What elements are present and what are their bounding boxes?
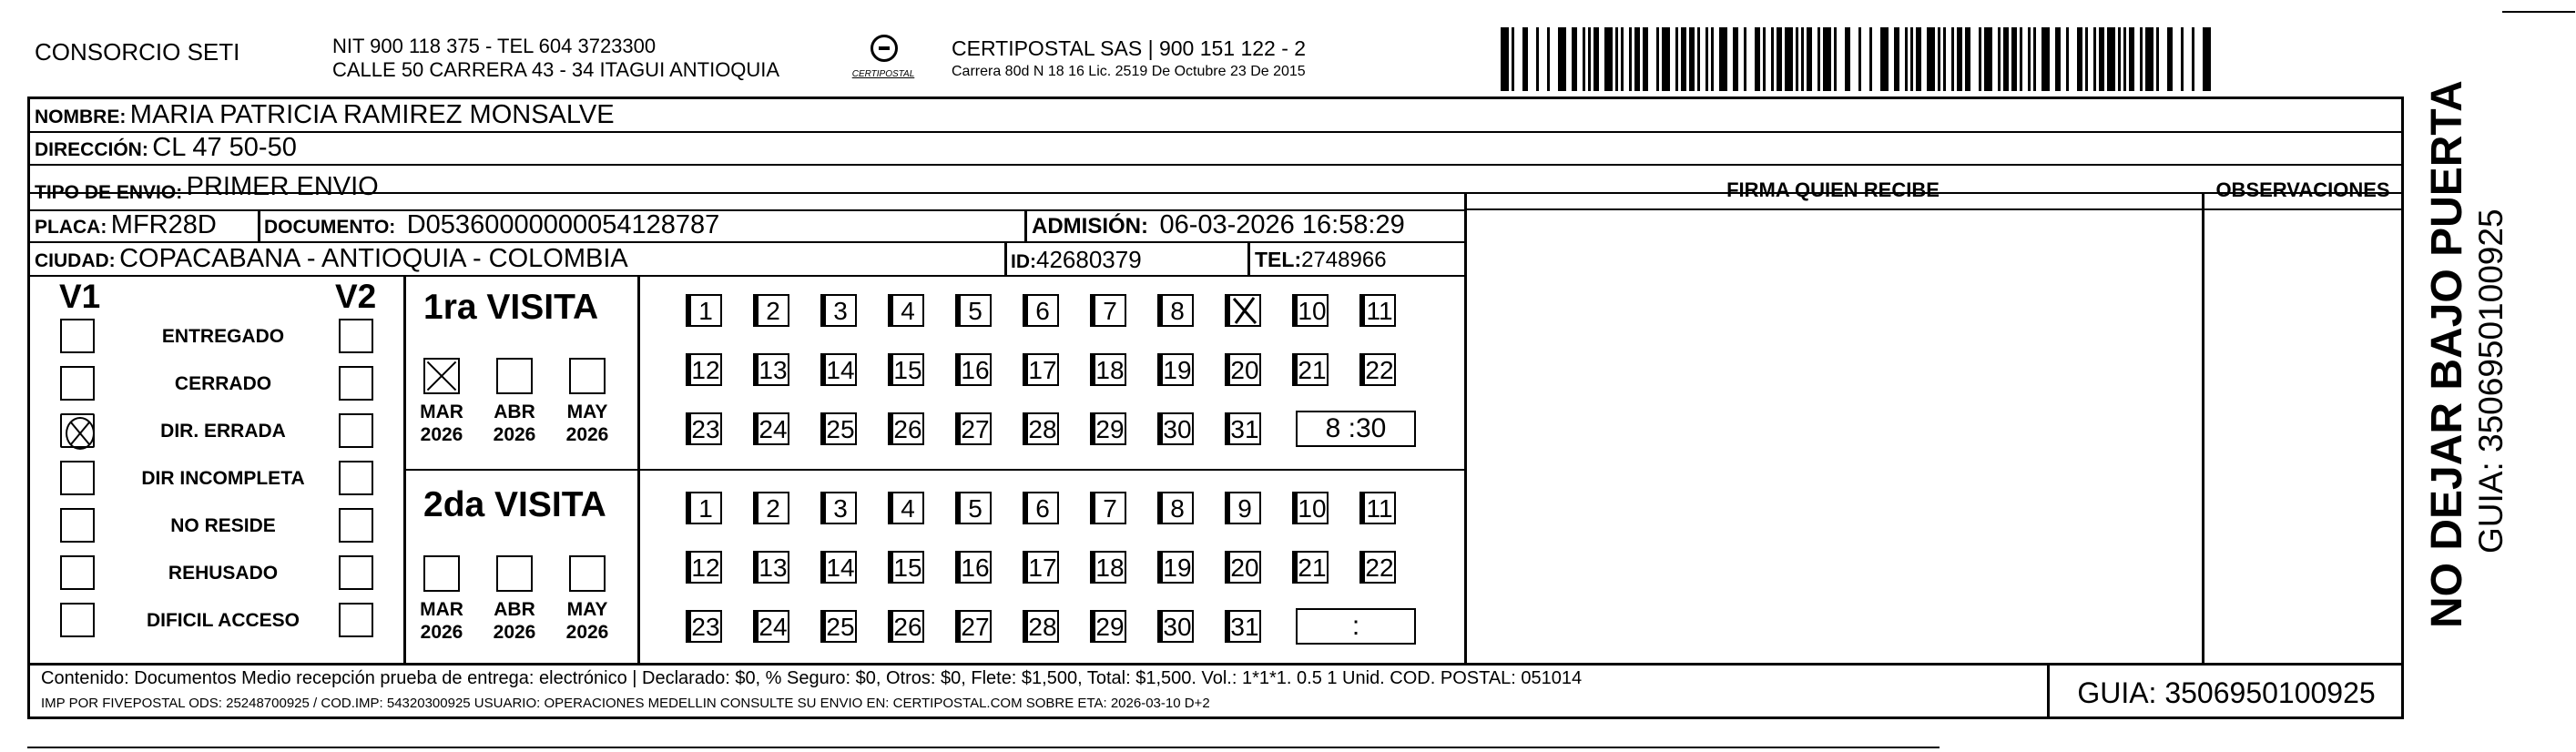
barcode-bar <box>1785 27 1793 91</box>
day-box[interactable]: 12 <box>689 551 722 584</box>
barcode-bar <box>1905 27 1908 91</box>
month-label <box>560 401 615 446</box>
row-line <box>27 241 1466 243</box>
barcode-bar <box>1771 27 1774 91</box>
barcode-bar <box>1711 27 1714 91</box>
barcode-bar <box>2156 27 2159 91</box>
barcode-bar <box>1755 27 1760 91</box>
barcode-bar <box>1558 27 1566 91</box>
barcode-bar <box>1615 27 1618 91</box>
barcode-bar <box>2129 27 2134 91</box>
col-line <box>1004 243 1007 275</box>
barcode-bar <box>1916 27 1921 91</box>
day-box[interactable]: 5 <box>959 294 992 327</box>
direccion-label: DIRECCIÓN: <box>35 139 148 160</box>
barcode-bar <box>1675 27 1678 91</box>
day-box[interactable]: 13 <box>757 353 789 386</box>
barcode-bar <box>2003 27 2009 91</box>
barcode-bar <box>1681 27 1686 91</box>
month-name: MAR <box>420 599 463 620</box>
v2-checkbox[interactable] <box>339 319 373 353</box>
ciudad-label: CIUDAD: <box>35 250 116 271</box>
row-line <box>27 275 1466 277</box>
tipo-envio-value: PRIMER ENVIO <box>186 172 379 201</box>
status-label: DIR INCOMPLETA <box>141 468 305 489</box>
month-label <box>487 401 542 446</box>
carrier-license-line: Carrera 80d N 18 16 Lic. 2519 De Octubre 23 De 2015 <box>952 64 1306 79</box>
barcode-bar <box>1998 27 2001 91</box>
day-box[interactable]: 20 <box>1228 551 1261 584</box>
col-line-firma <box>1464 192 1467 663</box>
day-box[interactable]: 25 <box>824 412 857 445</box>
day-box[interactable]: 25 <box>824 610 857 643</box>
day-box[interactable]: 12 <box>689 353 722 386</box>
edge-line <box>2502 11 2575 13</box>
month-checkbox[interactable] <box>423 358 460 394</box>
v1-label: V1 <box>59 278 101 315</box>
barcode-bar <box>2140 27 2143 91</box>
barcode-bar <box>1536 27 1539 91</box>
logo-text: CERTIPOSTAL <box>851 69 915 79</box>
row-line <box>27 164 2404 166</box>
month-name: MAR <box>420 401 463 422</box>
day-box[interactable]: 28 <box>1026 610 1059 643</box>
day-box[interactable]: 21 <box>1296 551 1329 584</box>
day-box[interactable]: 10 <box>1296 492 1329 524</box>
barcode-bar <box>1817 27 1820 91</box>
day-box[interactable]: 19 <box>1161 353 1194 386</box>
month-year: 2026 <box>493 424 536 445</box>
barcode-bar <box>2145 27 2153 91</box>
placa-value: MFR28D <box>110 210 217 239</box>
day-box[interactable]: 18 <box>1094 551 1126 584</box>
barcode-bar <box>1719 27 1727 91</box>
barcode-bar <box>1943 27 1946 91</box>
day-box[interactable]: 22 <box>1363 353 1396 386</box>
barcode-bar <box>2020 27 2022 91</box>
barcode-bar <box>1951 27 1954 91</box>
v2-checkbox[interactable] <box>339 555 373 590</box>
day-box[interactable]: 7 <box>1094 492 1126 524</box>
day-box[interactable]: 31 <box>1228 610 1261 643</box>
barcode-bar <box>1705 27 1708 91</box>
month-checkbox[interactable] <box>569 358 606 394</box>
time-box[interactable]: : <box>1296 608 1416 645</box>
barcode-bar <box>1965 27 1970 91</box>
barcode-bar <box>2192 27 2194 91</box>
barcode-bar <box>2028 27 2031 91</box>
month-checkbox[interactable] <box>569 555 606 592</box>
company-name: CONSORCIO SETI <box>35 38 240 66</box>
day-box[interactable]: 26 <box>891 610 924 643</box>
day-box[interactable]: 2 <box>757 294 789 327</box>
barcode-bar <box>1733 27 1738 91</box>
barcode-bar <box>1697 27 1700 91</box>
barcode-bar <box>1643 27 1648 91</box>
barcode-bar <box>1845 27 1850 91</box>
barcode-bar <box>2085 27 2088 91</box>
barcode-bar <box>1807 27 1812 91</box>
status-label: CERRADO <box>174 373 272 394</box>
barcode-bar <box>1593 27 1599 91</box>
v1-checkbox[interactable] <box>60 461 95 495</box>
barcode-bar <box>1979 27 1981 91</box>
v2-checkbox[interactable] <box>339 366 373 401</box>
barcode-bar <box>1834 27 1837 91</box>
guia-footer: GUIA: 3506950100925 <box>2077 676 2376 709</box>
v1-checkbox[interactable] <box>60 413 95 448</box>
v1-checkbox[interactable] <box>60 508 95 543</box>
row-line <box>1466 208 2404 210</box>
month-label <box>414 401 469 446</box>
day-box[interactable]: 29 <box>1094 610 1126 643</box>
barcode-bar <box>1984 27 1992 91</box>
day-box[interactable]: 27 <box>959 610 992 643</box>
barcode-bar <box>2167 27 2173 91</box>
visit-title: 2da VISITA <box>423 485 606 524</box>
month-checkbox[interactable] <box>496 555 533 592</box>
frame-left <box>27 97 30 719</box>
v2-checkbox[interactable] <box>339 508 373 543</box>
col-line-obs <box>2202 192 2204 663</box>
day-box[interactable]: 10 <box>1296 294 1329 327</box>
day-box[interactable]: 30 <box>1161 610 1194 643</box>
barcode-bar <box>1927 27 1935 91</box>
frame-right <box>2401 97 2404 719</box>
day-box[interactable]: 11 <box>1363 492 1396 524</box>
barcode-bar <box>1858 27 1861 91</box>
carrier-line: CERTIPOSTAL SAS | 900 151 122 - 2 <box>952 36 1307 60</box>
day-box[interactable]: 3 <box>824 492 857 524</box>
col-line <box>258 211 260 243</box>
cut-line <box>27 747 1940 748</box>
barcode-bar <box>1689 27 1695 91</box>
month-checkbox[interactable] <box>496 358 533 394</box>
logo-icon <box>871 35 898 62</box>
row-line <box>27 131 2404 133</box>
side-warning: NO DEJAR BAJO PUERTA <box>2423 80 2471 628</box>
barcode-bar <box>1634 27 1640 91</box>
time-box[interactable]: 8 :30 <box>1296 411 1416 447</box>
barcode-bar <box>1547 27 1550 91</box>
day-box[interactable]: 15 <box>891 353 924 386</box>
day-box[interactable]: 18 <box>1094 353 1126 386</box>
ciudad-value: COPACABANA - ANTIOQUIA - COLOMBIA <box>119 244 628 273</box>
v2-checkbox[interactable] <box>339 603 373 637</box>
side-guia: GUIA: 3506950100925 <box>2472 208 2510 554</box>
col-line <box>1024 211 1027 243</box>
nombre-value: MARIA PATRICIA RAMIREZ MONSALVE <box>129 100 615 129</box>
day-box[interactable]: 22 <box>1363 551 1396 584</box>
month-year: 2026 <box>493 622 536 643</box>
day-box[interactable]: 27 <box>959 412 992 445</box>
barcode-bar <box>2123 27 2126 91</box>
x-mark-icon <box>1230 296 1259 325</box>
day-box[interactable]: 29 <box>1094 412 1126 445</box>
barcode-bar <box>1656 27 1659 91</box>
day-box[interactable]: 17 <box>1026 353 1059 386</box>
day-box[interactable]: 11 <box>1363 294 1396 327</box>
company-address-line: CALLE 50 CARRERA 43 - 34 ITAGUI ANTIOQUIA <box>332 58 780 81</box>
col-line <box>1247 243 1250 275</box>
day-box[interactable]: 8 <box>1161 492 1194 524</box>
day-box[interactable]: 1 <box>689 294 722 327</box>
barcode-bar <box>2093 27 2096 91</box>
barcode-bar <box>1522 27 1528 91</box>
day-box[interactable]: 31 <box>1228 412 1261 445</box>
month-checkbox[interactable] <box>423 555 460 592</box>
day-box[interactable]: 24 <box>757 412 789 445</box>
visit-title: 1ra VISITA <box>423 288 599 327</box>
month-label <box>414 598 469 644</box>
barcode-bar <box>1588 27 1591 91</box>
barcode-bar <box>2181 27 2184 91</box>
imp-line: IMP POR FIVEPOSTAL ODS: 25248700925 / COD.IMP: 54320300925 USUARIO: OPERACIONES MEDELLIN CONSULTE SU ENVIO EN: CERTIPOSTAL.COM SOBRE ETA: 2026-03-10 D+2 <box>41 696 1210 711</box>
day-box[interactable]: 5 <box>959 492 992 524</box>
day-box[interactable]: 2 <box>757 492 789 524</box>
observaciones-header: OBSERVACIONES <box>2215 178 2390 201</box>
day-box[interactable]: 9 <box>1228 492 1261 524</box>
day-box[interactable]: 20 <box>1228 353 1261 386</box>
v1-checkbox[interactable] <box>60 603 95 637</box>
admision-label: ADMISIÓN: <box>1032 214 1148 239</box>
day-box[interactable]: 26 <box>891 412 924 445</box>
day-box[interactable]: 28 <box>1026 412 1059 445</box>
barcode-bar <box>1910 27 1913 91</box>
x-mark-icon <box>67 419 93 448</box>
day-box[interactable]: 1 <box>689 492 722 524</box>
barcode-bar <box>1501 27 1509 91</box>
tel-label: TEL: <box>1255 248 1302 271</box>
month-year: 2026 <box>565 424 609 445</box>
status-label: NO RESIDE <box>170 515 276 536</box>
day-box[interactable]: 14 <box>824 353 857 386</box>
visit-divider <box>403 469 1465 471</box>
circled-x-mark <box>66 417 95 450</box>
tipo-envio-label: TIPO DE ENVIO: <box>35 182 183 203</box>
month-year: 2026 <box>420 622 463 643</box>
day-box[interactable]: 24 <box>757 610 789 643</box>
barcode-bar <box>2118 27 2121 91</box>
id-value: 42680379 <box>1036 246 1142 273</box>
month-label <box>560 598 615 644</box>
barcode-bar <box>2041 27 2050 91</box>
month-name: ABR <box>494 599 535 620</box>
tel-value: 2748966 <box>1301 248 1387 272</box>
barcode-bar <box>2099 27 2104 91</box>
v1-checkbox[interactable] <box>60 366 95 401</box>
barcode-bar <box>2011 27 2017 91</box>
documento-value: D05360000000054128787 <box>406 210 720 239</box>
barcode-bar <box>1880 27 1889 91</box>
day-box[interactable]: 6 <box>1026 294 1059 327</box>
v1-checkbox[interactable] <box>60 319 95 353</box>
barcode-bar <box>1801 27 1804 91</box>
certipostal-logo <box>840 35 927 98</box>
month-name: MAY <box>566 401 608 422</box>
month-year: 2026 <box>420 424 463 445</box>
barcode-bar <box>2033 27 2036 91</box>
barcode-bar <box>1763 27 1766 91</box>
v2-checkbox[interactable] <box>339 461 373 495</box>
col-line-guia <box>2047 663 2050 717</box>
barcode-bar <box>1938 27 1940 91</box>
day-box[interactable] <box>1228 294 1261 327</box>
v2-checkbox[interactable] <box>339 413 373 448</box>
barcode-bar <box>1796 27 1798 91</box>
month-name: ABR <box>494 401 535 422</box>
day-box[interactable]: 4 <box>891 294 924 327</box>
barcode-bar <box>2107 27 2115 91</box>
month-label <box>487 598 542 644</box>
barcode-bar <box>1777 27 1782 91</box>
frame-top <box>27 97 2404 99</box>
company-nit-line: NIT 900 118 375 - TEL 604 3723300 <box>332 35 657 57</box>
day-box[interactable]: 30 <box>1161 412 1194 445</box>
day-box[interactable]: 16 <box>959 551 992 584</box>
barcode-bar <box>2077 27 2082 91</box>
v1-checkbox[interactable] <box>60 555 95 590</box>
barcode-bar <box>1823 27 1831 91</box>
day-box[interactable]: 8 <box>1161 294 1194 327</box>
day-box[interactable]: 3 <box>824 294 857 327</box>
contenido-line: Contenido: Documentos Medio recepción prueba de entrega: electrónico | Declarado: $0, % Seguro: $0, Otros: $0, Flete: $1,500, Total: $1,500. Vol.: 1*1*1. 0.5 1 Unid. COD. POSTAL: 051014 <box>41 668 1583 688</box>
day-box[interactable]: 17 <box>1026 551 1059 584</box>
day-box[interactable]: 23 <box>689 610 722 643</box>
day-box[interactable]: 4 <box>891 492 924 524</box>
day-box[interactable]: 21 <box>1296 353 1329 386</box>
day-box[interactable]: 6 <box>1026 492 1059 524</box>
status-label: ENTREGADO <box>161 326 285 347</box>
placa-label: PLACA: <box>35 217 107 238</box>
month-year: 2026 <box>565 622 609 643</box>
firma-header: FIRMA QUIEN RECIBE <box>1726 178 1940 201</box>
barcode-bar <box>2203 27 2211 91</box>
barcode-bar <box>1604 27 1613 91</box>
admision-value: 06-03-2026 16:58:29 <box>1159 210 1405 239</box>
status-label: DIFICIL ACCESO <box>146 610 300 631</box>
day-box[interactable]: 7 <box>1094 294 1126 327</box>
day-box[interactable]: 13 <box>757 551 789 584</box>
barcode-bar <box>1572 27 1577 91</box>
barcode-bar <box>1662 27 1670 91</box>
barcode-bar <box>1869 27 1872 91</box>
barcode <box>1501 27 2220 91</box>
barcode-bar <box>1894 27 1899 91</box>
day-box[interactable]: 16 <box>959 353 992 386</box>
id-label: ID: <box>1011 251 1036 272</box>
documento-label: DOCUMENTO: <box>264 217 396 238</box>
barcode-bar <box>1957 27 1962 91</box>
barcode-bar <box>2055 27 2061 91</box>
day-box[interactable]: 14 <box>824 551 857 584</box>
month-name: MAY <box>566 599 608 620</box>
status-label: DIR. ERRADA <box>160 421 286 442</box>
nombre-label: NOMBRE: <box>35 107 127 127</box>
status-label: REHUSADO <box>168 563 279 584</box>
barcode-bar <box>1629 27 1632 91</box>
barcode-bar <box>1512 27 1514 91</box>
day-box[interactable]: 23 <box>689 412 722 445</box>
day-box[interactable]: 15 <box>891 551 924 584</box>
barcode-bar <box>1621 27 1624 91</box>
direccion-value: CL 47 50-50 <box>152 133 297 162</box>
barcode-bar <box>1744 27 1746 91</box>
v2-label: V2 <box>335 278 377 315</box>
day-box[interactable]: 19 <box>1161 551 1194 584</box>
barcode-bar <box>1583 27 1585 91</box>
barcode-bar <box>2066 27 2069 91</box>
